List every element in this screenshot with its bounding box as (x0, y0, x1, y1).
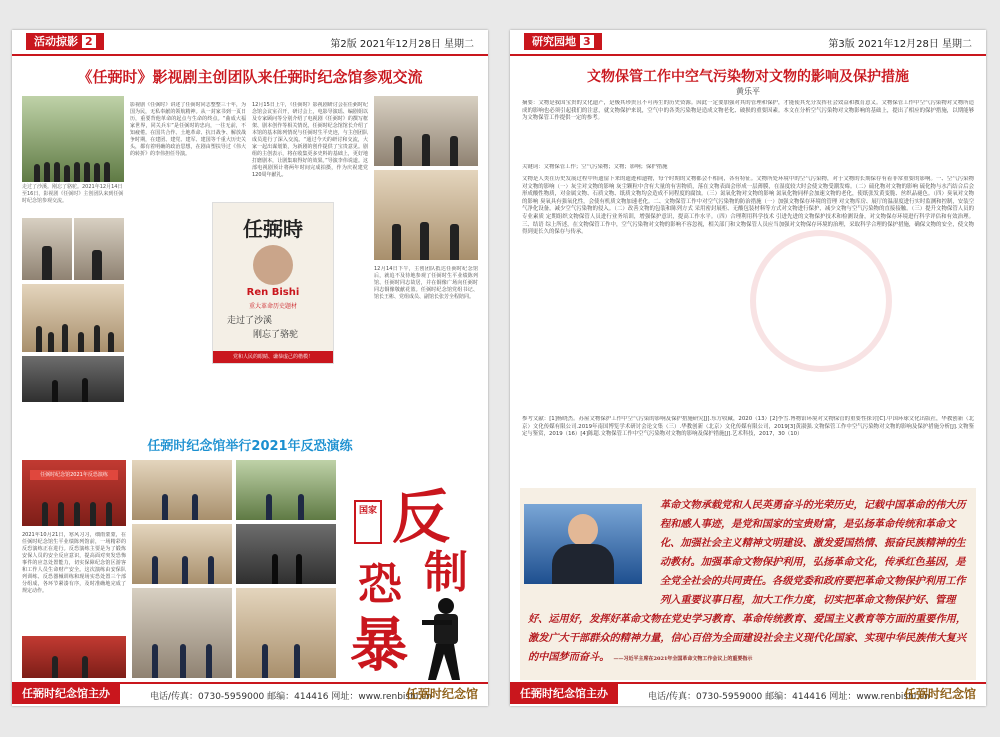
news-photo (22, 96, 124, 182)
article-text: 2021年10月21日，寒风习习，细雨蒙蒙，在任弼时纪念馆生平业绩陈列馆前，一场精彩的反恐演练正在进行。反恐演练主要是为了锻炼安保人员的安全反应意识，提高面对突发恐怖事件的应急处置能力，切实保障纪念馆区游客和工作人员生命财产安全。这次演练由安保队列训练、反恐器械训练和现场实恐处置三个部分组成，各环节紧凑有序，及时准确地完成了规定动作。 (22, 532, 126, 594)
news-photo (22, 218, 72, 280)
event-banner: 任弼时纪念馆2021年反恐演练 (30, 470, 118, 480)
soldier-silhouette-icon (420, 596, 468, 682)
headline: 《任弼时》影视剧主创团队来任弼时纪念馆参观交流 (77, 68, 423, 86)
headline: 任弼时纪念馆举行2021年反恐演练 (147, 439, 353, 454)
footer-logo: 任弼时纪念馆 (903, 687, 976, 701)
article-body: 文物是人类在历史发展过程中所遗留下来的遗迹和遗物，每个时期的文物都会不相同，各有特征。文物所处环境中的空气污染物，对于文物的长期保存有着非常重要的影响。一、空气污染物对文物的影响（一）灰尘对文物的影响 灰尘颗粒中含有大量的有害物质，落在文物表面会形成一层薄膜，在湿度较大时会使文物受潮发霉。（二）硫化物对文物的影响 硫化物与水汽结合后会形成酸性物质，对金属文物、石质文物、纸质文物均会造成不同程度的腐蚀。（三）氮氧化物对文物的影响 氮氧化物同样会加速文物的老化，使纸张发黄变脆、丝织品褪色。（四）臭氧对文物的影响 臭氧具有强氧化性，会使有机质文物加速老化。二、文物保管工作中对空气污染物的防治措施（一）加强文物保存环境的管理 对文物库房、展厅的温湿度进行实时监测和控制，安装空气净化设备，减少空气污染物的侵入。（二）改善文物的包装和陈列方式 采用密封展柜、无酸包装材料等方式对文物进行保护，减少文物与空气污染物的直接接触。（三）提升文物保管人员的专业素质 定期组织文物保管人员进行业务培训，增强保护意识，提高工作水平。（四）合理利用科学技术 引进先进的文物保护技术和检测设备，对文物保存环境进行科学评估和有效治理。三、结语 综上所述，在文物保管工作中，空气污染物对文物的影响不容忽视，相关部门和文物保管人员应当加强对文物保存环境的治理，采取科学合理的保护措施，确保文物的安全，使文物得到更长久的保存与传承。 (522, 176, 974, 236)
photo-caption: 走过了沙溪。刚忘了骆驼。2021年12月14日至16日，影视剧《任弼时》主创团队来到任弼时纪念馆参观交流。 (22, 184, 124, 204)
section-tag (26, 33, 104, 50)
edition-date: 第2版 2021年12月28日 星期二 (330, 39, 474, 50)
quote-source: ——习近平主席在2021年全国革命文物工作会议上的重要指示 (613, 656, 753, 662)
abstract: 摘要：文物是我国宝贵的文化遗产，是极其珍贵且不可再生的历史资源。因此一定要加强对其的管理和保护，才能使其充分发挥社会效益和教育意义。文物保管工作中空气污染物对文物所造成的影响也必须引起我们的注意，就文物保护来说，空气中的各类污染物是造成文物老化、破损的重要因素。本文在分析空气污染物对文物影响的基础上，提出了相应的保护措施，以期能够为文物保管工作提供一定的参考。 (522, 100, 974, 122)
news-photo (374, 96, 478, 166)
news-photo (132, 588, 232, 678)
quote-content: 革命文物承载党和人民英勇奋斗的光荣历史，记载中国革命的伟大历程和感人事迹，是党和国家的宝贵财富，是弘扬革命传统和革命文化、加强社会主义精神文明建设、激发爱国热情、振奋民族精神的生动教材。加强革命文物保护利用，弘扬革命文化，传承红色基因，是全党全社会的共同责任。各级党委和政府要把革命文物保护利用工作列入重要议事日程，加大工作力度，切实把革命文物保护好、管理好、运用好，发挥好革命文物在党史学习教育、革命传统教育、爱国主义教育等方面的重要作用，激发广大干部群众的精神力量，信心百倍为全面建设社会主义现代化国家、实现中华民族伟大复兴的中国梦而奋斗。 (528, 499, 967, 663)
poster-slogan: 刚忘了骆驼 (253, 330, 299, 340)
calligraphy-char: 反 (392, 483, 451, 551)
news-photo (236, 460, 336, 520)
article-text: 12月15日上午，《任弼时》影视剧研讨会在任弼时纪念馆会议室召开，研讨会上，电影导演瑶、编剧姐以及专家顾问等分别介绍了电视剧《任弼时》的撰写框架、剧本创作等相关情况，任弼时纪念馆馆长介绍了本馆的基本陈列情况与任弼时生平史迹，与主创团队成员进行了深入交流。“通过今天的研讨和交流，大家一起出谋划策，为新剧的创作提供了宝贵意见。剧组的主创表示，将在收集更多史料的基础上，更好地打磨剧本，让剧集取得好的效果。”导演李伟说道。这部电视剧预计将两年时间完成拍摄，作为庆祝建党120周年献礼。 (252, 102, 368, 178)
news-photo (22, 284, 124, 352)
author: 黄乐平 (736, 87, 760, 96)
edition-date: 第3版 2021年12月28日 星期二 (828, 39, 972, 50)
news-photo (374, 170, 478, 260)
poster-subtitle: 重大革命历史题材 (248, 303, 297, 310)
article-text: 影视剧《任弼时》讲述了任弼时同志整整三十年，为国为民，无私奉献的领航精神。从一封家书到一页日历，重要背他革命的起点与生命的终点。“曲成大福家世界，同关兵车”是任弼时的忠向，一往无前，不知疲倦。在国共合作、土地革命、抗日战争、解放战争时期，在建团、建党、建军、建国等千重大历史关头，都有着明确的政治思想，在剧由塑扶导过《伟大的转折》的李伟担任导演。 (130, 102, 246, 157)
footer-label: 任弼时纪念馆主办 (12, 684, 120, 704)
calligraphy-char: 恐 (358, 559, 402, 610)
poster-slogan: 走过了沙溪 (227, 316, 273, 326)
page-footer (12, 682, 488, 706)
news-photo (22, 356, 124, 402)
footer-contact: 电话/传真：0730-5959000 邮编：414416 网址：www.renbishi.cn (648, 692, 930, 702)
footer-logo: 任弼时纪念馆 (405, 687, 478, 701)
news-photo (22, 460, 126, 526)
poster-pinyin: Ren Bishi (246, 287, 300, 298)
right-page (510, 30, 986, 706)
headline: 文物保管工作中空气污染物对文物的影响及保护措施 (587, 69, 909, 85)
page-header (12, 30, 488, 56)
page-number: 3 (580, 35, 594, 48)
drama-poster (212, 202, 334, 364)
portrait-icon (253, 245, 293, 285)
news-photo (132, 524, 232, 584)
footer-contact: 电话/传真：0730-5959000 邮编：414416 网址：www.renbishi.cn (150, 692, 432, 702)
left-page (12, 30, 488, 706)
references: 参考文献：[1]杨晓杰。苏屋文物保护工作中空气污染的影响及保护措施研究[J].东方收藏，2020（13）[2]李雪.博物馆环境对文物保管的重要性探讨[C].中国环球文化出版社，华教创新（北京）文化传媒有限公司.2019年南国博览学术研讨会论文集（三）.华教创新（北京）文化传媒有限公司，2019[3]黄淑强.文物保管工作中空气污染物对文物的影响及保护措施分析[J].文物鉴定与鉴赏，2019（16）[4]陈超.文物保管工作中空气污染物对文物的影响及保护措施[J].艺术科技，2017，30（10） (522, 416, 974, 438)
quote-text (528, 496, 970, 672)
news-photo (22, 636, 126, 678)
page-footer (510, 682, 986, 706)
news-photo (132, 460, 232, 520)
poster-footer: 党和人民的眼睛、谦恭虚己的楷模！ (213, 351, 333, 363)
keywords: 关键词：文物保管工作；空气污染物；文物；影响；保护措施 (522, 164, 668, 170)
page-header (510, 30, 986, 56)
calligraphy-char: 制 (424, 547, 468, 598)
news-photo (236, 524, 336, 584)
news-photo (236, 588, 336, 678)
article-text: 12月14日下午，主创团队抵达任弼时纪念馆后，就追不及待地参观了任弼时生平业绩陈列馆、任弼时同志故居，并在铜像广场向任弼时同志铜像敬献花篮。任弼时纪念馆党组书记、馆长王彬、党组成员、副馆长张芳全程陪同。 (374, 266, 478, 300)
footer-label: 任弼时纪念馆主办 (510, 684, 618, 704)
news-photo (74, 218, 124, 280)
poster-title: 任弼時 (243, 217, 303, 241)
poster-seal: 国家 (354, 500, 382, 544)
page-number: 2 (82, 35, 96, 48)
calligraphy-char: 暴 (350, 611, 409, 679)
section-title: 活动掠影 (34, 35, 78, 48)
section-title: 研究园地 (532, 35, 576, 48)
section-tag (524, 33, 602, 50)
